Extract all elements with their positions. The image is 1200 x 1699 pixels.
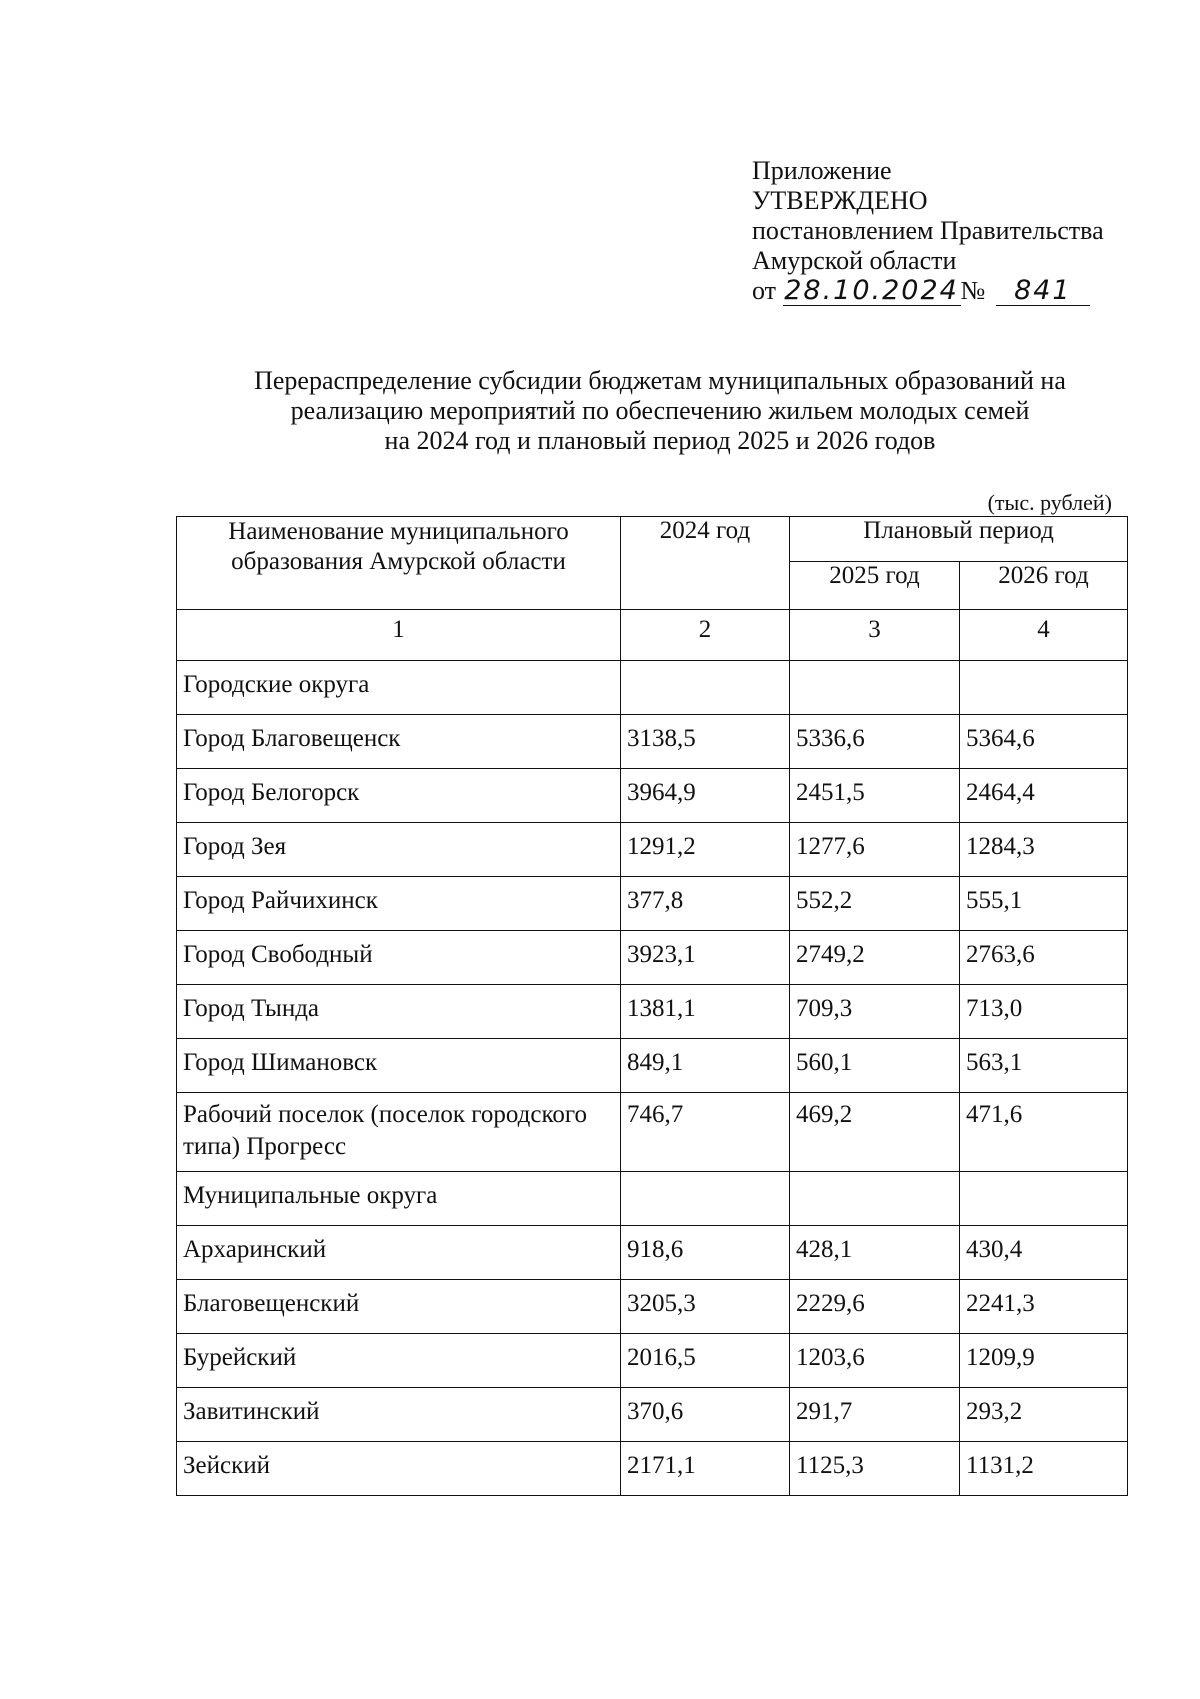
value-2025: 2229,6 bbox=[790, 1280, 960, 1334]
municipality-name: Рабочий поселок (поселок городского типа) Прогресс bbox=[177, 1093, 621, 1172]
value-2024: 2016,5 bbox=[621, 1334, 790, 1388]
title-line-3: на 2024 год и плановый период 2025 и 2026 годов bbox=[384, 426, 936, 455]
table-row bbox=[177, 1172, 1128, 1226]
value-2026: 713,0 bbox=[960, 985, 1128, 1039]
value-2025: 428,1 bbox=[790, 1226, 960, 1280]
value-2025: 1203,6 bbox=[790, 1334, 960, 1388]
title-line-1: Перераспределение субсидии бюджетам муниципальных образований на bbox=[254, 366, 1066, 395]
column-number: 2 bbox=[621, 610, 790, 661]
municipality-name: Город Райчихинск bbox=[177, 877, 621, 931]
value-2026: 430,4 bbox=[960, 1226, 1128, 1280]
municipality-name: Город Белогорск bbox=[177, 769, 621, 823]
value-2024: 3964,9 bbox=[621, 769, 790, 823]
document-title bbox=[150, 366, 1170, 456]
table-row bbox=[177, 1093, 1128, 1172]
value-2025: 552,2 bbox=[790, 877, 960, 931]
appendix-label: Приложение bbox=[752, 156, 892, 185]
value-2026: 471,6 bbox=[960, 1093, 1128, 1172]
value-2025: 2749,2 bbox=[790, 931, 960, 985]
subsidy-table bbox=[176, 516, 1128, 1496]
handwritten-number: 841 bbox=[996, 277, 1090, 306]
value-2026: 555,1 bbox=[960, 877, 1128, 931]
municipality-name: Муниципальные округа bbox=[177, 1172, 621, 1226]
table-row bbox=[177, 931, 1128, 985]
table-row bbox=[177, 1442, 1128, 1496]
table-row bbox=[177, 661, 1128, 715]
value-2025: 709,3 bbox=[790, 985, 960, 1039]
value-2024: 3138,5 bbox=[621, 715, 790, 769]
header-2024: 2024 год bbox=[621, 517, 790, 610]
column-number: 3 bbox=[790, 610, 960, 661]
municipality-name: Город Свободный bbox=[177, 931, 621, 985]
municipality-name: Городские округа bbox=[177, 661, 621, 715]
value-2024: 377,8 bbox=[621, 877, 790, 931]
value-2025: 2451,5 bbox=[790, 769, 960, 823]
resolution-label: постановлением Правительства bbox=[752, 216, 1104, 245]
approval-block bbox=[752, 156, 1104, 306]
value-2025: 469,2 bbox=[790, 1093, 960, 1172]
value-2026: 2763,6 bbox=[960, 931, 1128, 985]
value-2026: 2241,3 bbox=[960, 1280, 1128, 1334]
header-2026: 2026 год bbox=[960, 562, 1128, 610]
value-2025: 1125,3 bbox=[790, 1442, 960, 1496]
municipality-name: Город Шимановск bbox=[177, 1039, 621, 1093]
column-number: 1 bbox=[177, 610, 621, 661]
table-row bbox=[177, 877, 1128, 931]
value-2025: 1277,6 bbox=[790, 823, 960, 877]
municipality-name: Город Тында bbox=[177, 985, 621, 1039]
value-2024: 3205,3 bbox=[621, 1280, 790, 1334]
table-row bbox=[177, 1226, 1128, 1280]
value-2025: 560,1 bbox=[790, 1039, 960, 1093]
date-number-line bbox=[752, 276, 1104, 306]
value-2024: 1381,1 bbox=[621, 985, 790, 1039]
municipality-name: Завитинский bbox=[177, 1388, 621, 1442]
value-2026: 1284,3 bbox=[960, 823, 1128, 877]
municipality-name: Бурейский bbox=[177, 1334, 621, 1388]
handwritten-date: 28.10.2024 bbox=[784, 275, 959, 306]
value-2024: 746,7 bbox=[621, 1093, 790, 1172]
value-2025 bbox=[790, 1172, 960, 1226]
region-label: Амурской области bbox=[752, 246, 957, 275]
municipality-name: Благовещенский bbox=[177, 1280, 621, 1334]
value-2026: 1209,9 bbox=[960, 1334, 1128, 1388]
municipality-name: Зейский bbox=[177, 1442, 621, 1496]
value-2024: 1291,2 bbox=[621, 823, 790, 877]
value-2026: 2464,4 bbox=[960, 769, 1128, 823]
value-2025: 291,7 bbox=[790, 1388, 960, 1442]
value-2026: 5364,6 bbox=[960, 715, 1128, 769]
table-row bbox=[177, 823, 1128, 877]
value-2024: 918,6 bbox=[621, 1226, 790, 1280]
value-2026 bbox=[960, 661, 1128, 715]
value-2024 bbox=[621, 661, 790, 715]
value-2025: 5336,6 bbox=[790, 715, 960, 769]
table-row bbox=[177, 1039, 1128, 1093]
municipality-name: Город Зея bbox=[177, 823, 621, 877]
value-2026: 293,2 bbox=[960, 1388, 1128, 1442]
table-row bbox=[177, 769, 1128, 823]
number-prefix: № bbox=[960, 276, 986, 305]
value-2026: 1131,2 bbox=[960, 1442, 1128, 1496]
value-2024: 2171,1 bbox=[621, 1442, 790, 1496]
table-row bbox=[177, 985, 1128, 1039]
table-row bbox=[177, 715, 1128, 769]
value-2024: 3923,1 bbox=[621, 931, 790, 985]
value-2025 bbox=[790, 661, 960, 715]
date-prefix: от bbox=[752, 276, 777, 305]
header-plan-period: Плановый период bbox=[790, 517, 1128, 562]
value-2026 bbox=[960, 1172, 1128, 1226]
header-2025: 2025 год bbox=[790, 562, 960, 610]
municipality-name: Архаринский bbox=[177, 1226, 621, 1280]
column-number-row bbox=[177, 610, 1128, 661]
header-name: Наименование муниципального образования Амурской области bbox=[177, 517, 621, 610]
column-number: 4 bbox=[960, 610, 1128, 661]
table-row bbox=[177, 1280, 1128, 1334]
table-row bbox=[177, 1334, 1128, 1388]
municipality-name: Город Благовещенск bbox=[177, 715, 621, 769]
table-row bbox=[177, 1388, 1128, 1442]
value-2026: 563,1 bbox=[960, 1039, 1128, 1093]
value-2024: 849,1 bbox=[621, 1039, 790, 1093]
units-label: (тыс. рублей) bbox=[987, 490, 1112, 515]
approved-label: УТВЕРЖДЕНО bbox=[752, 186, 928, 215]
value-2024: 370,6 bbox=[621, 1388, 790, 1442]
value-2024 bbox=[621, 1172, 790, 1226]
title-line-2: реализацию мероприятий по обеспечению жильем молодых семей bbox=[290, 396, 1030, 425]
